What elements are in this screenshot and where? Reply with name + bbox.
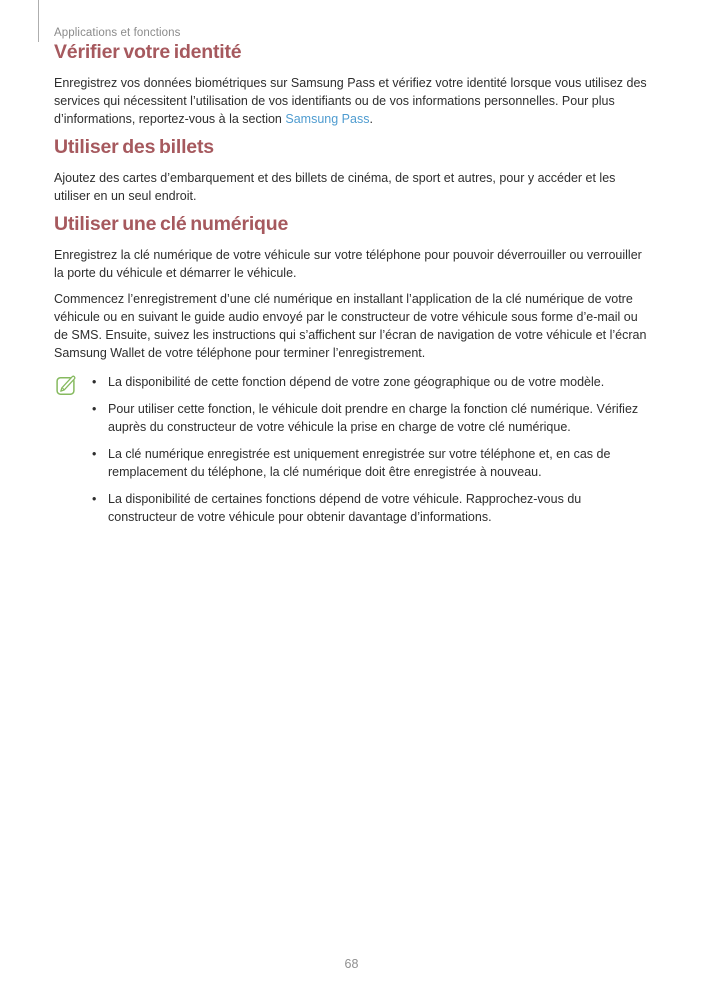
chapter-header: Applications et fonctions — [54, 27, 181, 39]
section-digital-key — [54, 213, 651, 526]
samsung-pass-link[interactable]: Samsung Pass — [285, 112, 370, 126]
note-block — [54, 373, 651, 526]
section-heading-digital-key: Utiliser une clé numérique — [54, 213, 289, 235]
header-divider-rule — [38, 0, 39, 42]
section-heading-use-tickets: Utiliser des billets — [54, 136, 214, 158]
note-bullet: • La disponibilité de certaines fonctions dépend de votre véhicule. Rapprochez-vous du constructeur de votre véhicule pour obtenir davantage d’informations. — [91, 490, 651, 526]
note-bullet: • La clé numérique enregistrée est uniquement enregistrée sur votre téléphone et, en cas de remplacement du téléphone, la clé numérique doit être enregistrée à nouveau. — [91, 445, 651, 481]
section-heading-verify-identity: Vérifier votre identité — [54, 41, 242, 63]
paragraph-text: Enregistrez vos données biométriques sur Samsung Pass et vérifiez votre identité lorsque vous utilisez des services qui nécessitent l’utilisation de vos identifiants ou de vos informations personnelles. Pour plus d’informations, reportez-vous à la section — [54, 76, 647, 126]
section-paragraph: Commencez l’enregistrement d’une clé numérique en installant l’application de la clé numérique de votre véhicule ou en suivant le guide audio envoyé par le constructeur de votre véhicule sous forme d’e-mail ou de SMS. Ensuite, suivez les instructions qui s’affichent sur l’écran de navigation de votre véhicule et l’écran Samsung Wallet de votre téléphone pour terminer l’enregistrement. — [54, 292, 647, 360]
section-verify-identity — [54, 41, 651, 128]
section-paragraph: Enregistrez la clé numérique de votre véhicule sur votre téléphone pour pouvoir déverrouiller ou verrouiller la porte du véhicule et démarrer le véhicule. — [54, 248, 642, 280]
note-pen-icon — [54, 374, 78, 398]
note-bullet: • La disponibilité de cette fonction dépend de votre zone géographique ou de votre modèle. — [91, 373, 651, 391]
note-bullet-list — [91, 373, 651, 526]
page-number: 68 — [344, 957, 359, 971]
section-paragraph: Ajoutez des cartes d’embarquement et des billets de cinéma, de sport et autres, pour y accéder et les utiliser en un seul endroit. — [54, 171, 616, 203]
page-content — [54, 0, 651, 526]
note-bullet: • Pour utiliser cette fonction, le véhicule doit prendre en charge la fonction clé numérique. Vérifiez auprès du constructeur de votre véhicule la prise en charge de votre clé numérique. — [91, 400, 651, 436]
section-paragraph — [54, 74, 651, 128]
paragraph-text-suffix: . — [369, 112, 373, 126]
section-use-tickets — [54, 136, 651, 205]
